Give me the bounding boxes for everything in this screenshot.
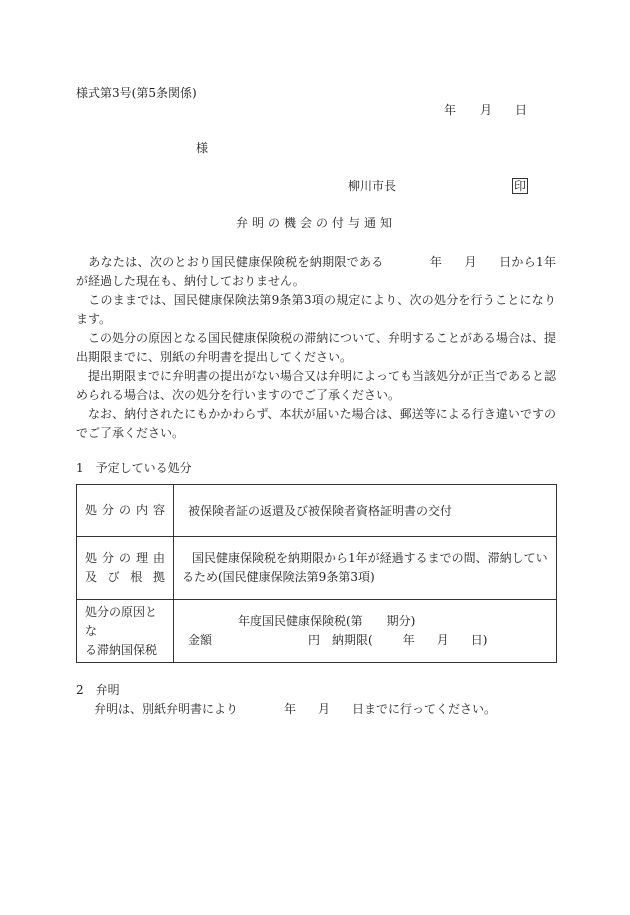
table-row <box>77 537 557 600</box>
row-label: 処分の内容 <box>77 485 174 537</box>
p1-year: 年 <box>429 255 443 269</box>
section2-text: 弁明は、別紙弁明書により 年 月 日までに行ってください。 <box>94 702 497 716</box>
addressee-suffix: 様 <box>196 141 209 155</box>
p1-text-b: 日から1年が経過した現在も、納付しておりません。 <box>76 255 556 288</box>
row-label: 処分の原因とな る滞納国保税 <box>77 600 174 663</box>
p4-text: 提出期限までに弁明書の提出がない場合又は弁明によっても当該処分が正当であると認められる場合は、次の処分を行いますのでご了承ください。 <box>76 369 557 402</box>
row-value: 被保険者証の返還及び被保険者資格証明書の交付 <box>174 485 557 537</box>
row-value <box>174 600 557 663</box>
seal-mark <box>512 178 528 194</box>
document-title: 弁明の機会の付与通知 <box>236 216 397 230</box>
paragraph-2 <box>76 291 556 329</box>
table-row <box>77 600 557 663</box>
table-row <box>77 485 557 537</box>
section2-heading: 2 弁明 <box>76 683 120 697</box>
tax-year-line: 年度国民健康保険税(第 期分) <box>238 614 416 628</box>
disposition-table <box>76 484 557 663</box>
issuer-name: 柳川市長 <box>348 179 397 193</box>
p3-text: この処分の原因となる国民健康保険税の滞納について、弁明することがある場合は、提出期限までに、別紙の弁明書を提出してください。 <box>76 331 556 364</box>
form-number: 様式第3号(第5条関係) <box>76 86 197 100</box>
p2-text: このままでは、国民健康保険法第9条第3項の規定により、次の処分を行うことになります。 <box>76 293 556 326</box>
p1-text-a: あなたは、次のとおり国民健康保険税を納期限である <box>88 255 384 269</box>
paragraph-3 <box>76 329 556 367</box>
row-value: 国民健康保険税を納期限から1年が経過するまでの間、滞納しているため(国民健康保険法第9条第3項) <box>174 537 557 600</box>
p5-text: なお、納付されたにもかかわらず、本状が届いた場合は、郵送等による行き違いですのでご了承ください。 <box>76 407 556 440</box>
paragraph-1 <box>76 253 556 291</box>
paragraph-5 <box>76 405 556 443</box>
date-month: 月 <box>480 103 493 117</box>
p1-month: 月 <box>464 255 477 269</box>
amount-line: 金額 円 納期限( 年 月 日) <box>188 633 488 647</box>
date-day: 日 <box>515 103 528 117</box>
seal-text: 印 <box>514 179 527 193</box>
paragraph-4 <box>76 367 556 405</box>
date-year: 年 <box>444 103 457 117</box>
section1-heading: 1 予定している処分 <box>76 461 192 475</box>
row-label: 処分の理由 及び根拠 <box>77 537 174 600</box>
